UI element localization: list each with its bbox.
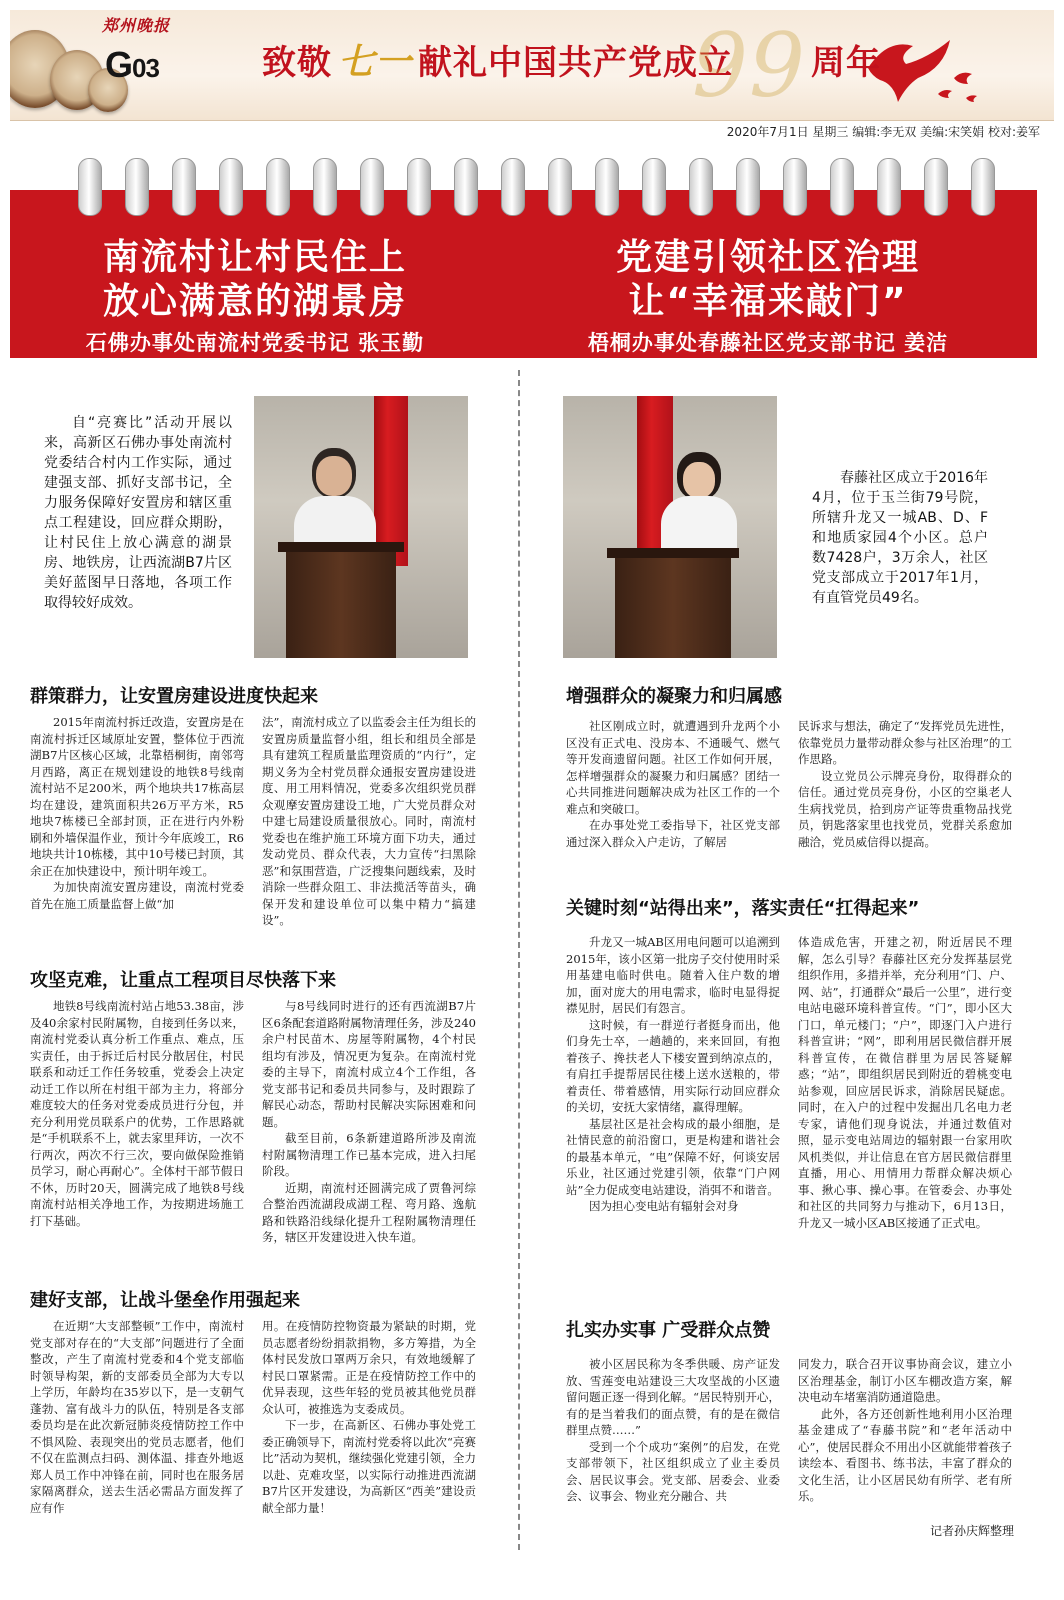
page-number: 03 — [132, 53, 159, 83]
banner-left: 致敬 — [262, 43, 332, 83]
page-letter: G — [105, 44, 133, 85]
podium — [286, 546, 396, 658]
binder-ring — [877, 158, 901, 216]
right-title-line-1: 党建引领社区治理 — [615, 237, 920, 278]
speaker-photo-left — [254, 396, 468, 658]
right-intro: 春藤社区成立于2016年4月，位于玉兰街79号院，所辖升龙又一城AB、D、F和地质家园4个小区。总户数7428户，3万余人，社区党支部成立于2017年1月，有直管党员49名。 — [812, 470, 988, 606]
left-section-heading-2: 攻坚克难，让重点工程项目尽快落下来 — [30, 970, 336, 991]
right-sec2-col1 — [566, 934, 780, 1215]
podium — [607, 548, 739, 558]
banner-script: 七一 — [338, 41, 413, 83]
paragraph: 基层社区是社会构成的最小细胞，是社情民意的前沿窗口，更是构建和谐社会的最基本单元，“电”保障不好，何谈安居乐业，社区通过党建引领，依靠“门户网站”全力促成变电站建设，消弭不和谐音。 — [566, 1116, 780, 1197]
right-sec3-col1 — [566, 1356, 780, 1505]
left-sec1-col2 — [262, 714, 476, 929]
binder-ring — [78, 158, 102, 216]
paragraph: 升龙又一城AB区用电问题可以追溯到2015年，该小区第一批房子交付使用时采用基建电临时供电。随着入住户数的增加，面对庞大的用电需求，临时电显得捉襟见肘，居民们有怨言。 — [566, 935, 780, 1015]
paragraph: 与8号线同时进行的还有西流湖B7片区6条配套道路附属物清理任务，涉及240余户村民苗木、房屋等附属物，4个村民组均有涉及，情况更为复杂。在南流村党委的主导下，南流村成立4个工作组，各党支部书记和委员共同参与，及时跟踪了解民心动态，帮助村民解决实际困难和问题。 — [262, 999, 476, 1129]
binder-ring — [266, 158, 290, 216]
binder-ring — [407, 158, 431, 216]
paragraph: 在近期“大支部整顿”工作中，南流村党支部对存在的“大支部”问题进行了全面整改，产生了南流村党委和4个党支部临时领导构架，新的支部委员全部为大专以上学历，年龄均在35岁以下，是一支朝气蓬勃、富有战斗力的队伍，特别是各支部委员均是在此次新冠肺炎疫情防控工作中不惧风险、表现突出的党员志愿者，他们不仅在监测点扫码、测体温、排查外地返郑人员工作中冲锋在前，同时也在服务居家隔离群众，送去生活必需品方面发挥了应有作 — [30, 1319, 244, 1515]
binder-ring — [642, 158, 666, 216]
right-headline — [548, 236, 988, 358]
right-sec2-col2 — [798, 934, 1012, 1231]
binder-ring — [971, 158, 995, 216]
page-code — [105, 44, 159, 86]
right-sec3-col2 — [798, 1356, 1012, 1505]
left-sec1-col1 — [30, 714, 244, 912]
right-section-heading-1: 增强群众的凝聚力和归属感 — [566, 686, 782, 707]
binder-ring — [595, 158, 619, 216]
binder-ring — [689, 158, 713, 216]
binder-ring — [313, 158, 337, 216]
paragraph: 体造成危害，开建之初，附近居民不理解，怎么引导？春藤社区充分发挥基层党组织作用，多措并举，充分利用“门、户、网、站”，打通群众“最后一公里”，进行变电站电磁环境科普宣传。“门”，即小区大门口，单元楼门；“户”，即逐门入户进行科普宣讲；“网”，即利用居民微信群开展科普宣传，在微信群里为居民答疑解惑；“站”，即组织居民到附近的碧桃变电站参观，回应居民诉求，消除居民疑虑。同时，在入户的过程中发掘出几名电力老专家，请他们现身说法，并通过数值对照，显示变电站周边的辐射跟一台家用吹风机类似，并让信息在官方居民微信群里直播，用心、用情用力帮群众解决烦心事、揪心事、操心事。在管委会、办事处和社区的共同努力与推动下，6月13日，升龙又一城小区AB区接通了正式电。 — [798, 935, 1012, 1230]
paragraph: 法”，南流村成立了以监委会主任为组长的安置房质量监督小组，组长和组员全部是具有建筑工程质量监理资质的“内行”，定期义务为全村党员群众通报安置房建设进度、用工用料情况，党委多次组织党员群众观摩安置房建设工地，广大党员群众对中建七局建设质量很放心。同时，南流村党委也在维护施工环境方面下功夫，通过发动党员、群众代表，大力宣传“扫黑除恶”和氛围营造，广泛搜集问题线索，及时消除一些群众阻工、非法揽活等苗头，确保开发和建设单位可以集中精力“搞建设”。 — [262, 715, 476, 927]
paragraph: 民诉求与想法，确定了“发挥党员先进性，依靠党员力量带动群众参与社区治理”的工作思路。 — [798, 719, 1012, 766]
binder-ring — [501, 158, 525, 216]
banner-mid: 献礼中国共产党成立 — [418, 43, 734, 83]
paragraph: 2015年南流村拆迁改造，安置房是在南流村拆迁区域原址安置，整体位于西流湖B7片区核心区域，北靠梧桐街，南邻弯月西路，离正在规划建设的地铁8号线南流村站不足200米，两个地块共17栋高层均在建设，建筑面积共26万平方米，R5地块7栋楼已全部封顶，正在进行内外粉刷和外墙保温作业，预计今年底竣工，R6地块共计10栋楼，其中10号楼已封顶，其余正在加快建设中，预计明年竣工。 — [30, 715, 244, 878]
right-section-heading-2: 关键时刻“站得出来”，落实责任“扛得起来” — [566, 898, 920, 919]
binder-ring — [219, 158, 243, 216]
binder-ring — [125, 158, 149, 216]
paragraph: 地铁8号线南流村站占地53.38亩，涉及40余家村民附属物，自接到任务以来，南流村党委认真分析工作重点、难点，压实责任，由于拆迁后村民分散居住，村民联系和动迁工作任务较重，党委会上决定动迁工作以所在村组干部为主力，将部分难度较大的任务对党委成员进行分包，并充分利用党员联系户的优势，工作思路就是“手机联系不上，就去家里拜访，一次不行两次，两次不行三次，要向做保险推销员学习，耐心再耐心”。全体村干部节假日不休，历时20天，圆满完成了地铁8号线南流村站相关净地工作，为按期进场施工打下基础。 — [30, 999, 244, 1228]
binder-ring — [783, 158, 807, 216]
paragraph: 这时候，有一群逆行者挺身而出，他们身先士卒，一趟趟的，来来回回，有抱着孩子、搀扶老人下楼安置到纳凉点的，有肩扛手提帮居民往楼上送水送粮的，带着责任、带着感情，用实际行动回应群众的关切，安抚大家情绪，赢得理解。 — [566, 1017, 780, 1114]
left-title-line-2: 放心满意的湖景房 — [102, 281, 407, 322]
paragraph: 因为担心变电站有辐射会对身 — [589, 1199, 739, 1213]
paragraph: 被小区居民称为冬季供暖、房产证发放、雪莲变电站建设三大攻坚战的小区遗留问题正逐一得到化解。“居民特别开心，有的是当着我们的面点赞，有的是在微信群里点赞……” — [566, 1357, 780, 1437]
binder-ring — [454, 158, 478, 216]
paragraph: 社区刚成立时，就遭遇到升龙两个小区没有正式电、没房本、不通暖气、燃气等开发商遗留问题。社区工作如何开展，怎样增强群众的凝聚力和归属感？团结一心共同推进问题解决成为社区工作的一个难点和突破口。 — [566, 719, 780, 816]
left-section-heading-3: 建好支部，让战斗堡垒作用强起来 — [30, 1290, 300, 1311]
speaker-photo-right — [563, 396, 777, 658]
podium — [278, 542, 404, 552]
left-headline — [40, 236, 470, 358]
paragraph: 用。在疫情防控物资最为紧缺的时期，党员志愿者纷纷捐款捐物，多方筹措，为全体村民发放口罩两万余只，有效地缓解了村民口罩紧需。正是在疫情防控工作中的优异表现，这些年轻的党员被其他党员群众认可，被推选为支委成员。 — [262, 1319, 476, 1416]
left-subtitle: 石佛办事处南流村党委书记 张玉勤 — [85, 331, 425, 355]
column-divider — [518, 370, 520, 1550]
banner-right: 周年 — [811, 43, 882, 83]
binder-ring — [548, 158, 572, 216]
binder-ring — [924, 158, 948, 216]
left-sec3-col1 — [30, 1318, 244, 1516]
reporter-signature: 记者孙庆辉整理 — [929, 1524, 1014, 1538]
banner-number: 99 — [692, 14, 806, 117]
right-sec1-col1 — [566, 718, 780, 850]
speaker — [316, 456, 352, 496]
paragraph: 截至目前，6条新建道路所涉及南流村附属物清理工作已基本完成，进入扫尾阶段。 — [262, 1131, 476, 1178]
binder-ring — [830, 158, 854, 216]
paragraph: 在办事处党工委指导下，社区党支部通过深入群众入户走访，了解居 — [566, 818, 780, 849]
left-sec3-col2 — [262, 1318, 476, 1516]
paragraph: 此外，各方还创新性地利用小区治理基金建成了“春藤书院”和“老年活动中心”，使居民群众不用出小区就能带着孩子读绘本、看图书、练书法，丰富了群众的文化生活，让小区居民幼有所学、老有所乐。 — [798, 1406, 1012, 1503]
paragraph: 设立党员公示牌亮身份，取得群众的信任。通过党员亮身份，小区的空巢老人生病找党员，拾到房产证等贵重物品找党员，钥匙落家里也找党员，党群关系愈加融洽，党员威信得以提高。 — [798, 768, 1012, 849]
left-section-heading-1: 群策群力，让安置房建设进度快起来 — [30, 686, 318, 707]
speaker — [683, 462, 715, 498]
binder-ring — [172, 158, 196, 216]
left-title-line-1: 南流村让村民住上 — [102, 237, 407, 278]
binder-ring — [360, 158, 384, 216]
left-sec2-col2 — [262, 998, 476, 1246]
paragraph: 下一步，在高新区、石佛办事处党工委正确领导下，南流村党委将以此次“亮赛比”活动为契机，继续强化党建引领，全力以赴、克难攻坚，以实际行动推进西流湖B7片区开发建设，为高新区“西美”建设贡献全部力量！ — [262, 1418, 476, 1515]
anniversary-banner — [262, 14, 882, 117]
right-sec1-col2 — [798, 718, 1012, 850]
left-intro: 自“亮赛比”活动开展以来，高新区石佛办事处南流村党委结合村内工作实际，通过建强支部、抓好支部书记，全力服务保障好安置房和辖区重点工程建设，回应群众期盼，让村民住上放心满意的湖景房、地铁房，让西流湖B7片区美好蓝图早日落地，各项工作取得较好成效。 — [44, 415, 232, 611]
podium — [615, 554, 731, 658]
flag — [374, 396, 408, 566]
dateline: 2020年7月1日 星期三 编辑:李无双 美编:宋笑娟 校对:姜军 — [726, 125, 1040, 139]
speaker — [661, 496, 737, 552]
paragraph: 为加快南流安置房建设，南流村党委首先在施工质量监督上做“加 — [30, 880, 244, 911]
right-title-line-2: 让“幸福来敲门” — [628, 281, 908, 322]
right-section-heading-3: 扎实办实事 广受群众点赞 — [566, 1320, 771, 1341]
binder-ring — [736, 158, 760, 216]
paragraph: 受到一个个成功“案例”的启发，在党支部带领下，社区组织成立了业主委员会、居民议事会。党支部、居委会、业委会、议事会、物业充分融合、共 — [566, 1439, 780, 1503]
paragraph: 近期，南流村还圆满完成了贾鲁河综合整治西流湖段成湖工程、弯月路、逸航路和铁路沿线绿化提升工程附属物清理任务，辖区开发建设进入快车道。 — [262, 1180, 476, 1244]
paragraph: 同发力，联合召开议事协商会议，建立小区治理基金，制订小区车棚改造方案，解决电动车堵塞消防通道隐患。 — [798, 1357, 1012, 1404]
right-subtitle: 梧桐办事处春藤社区党支部书记 姜洁 — [587, 331, 949, 355]
newspaper-logo: 郑州晚报 — [102, 16, 171, 35]
left-sec2-col1 — [30, 998, 244, 1229]
